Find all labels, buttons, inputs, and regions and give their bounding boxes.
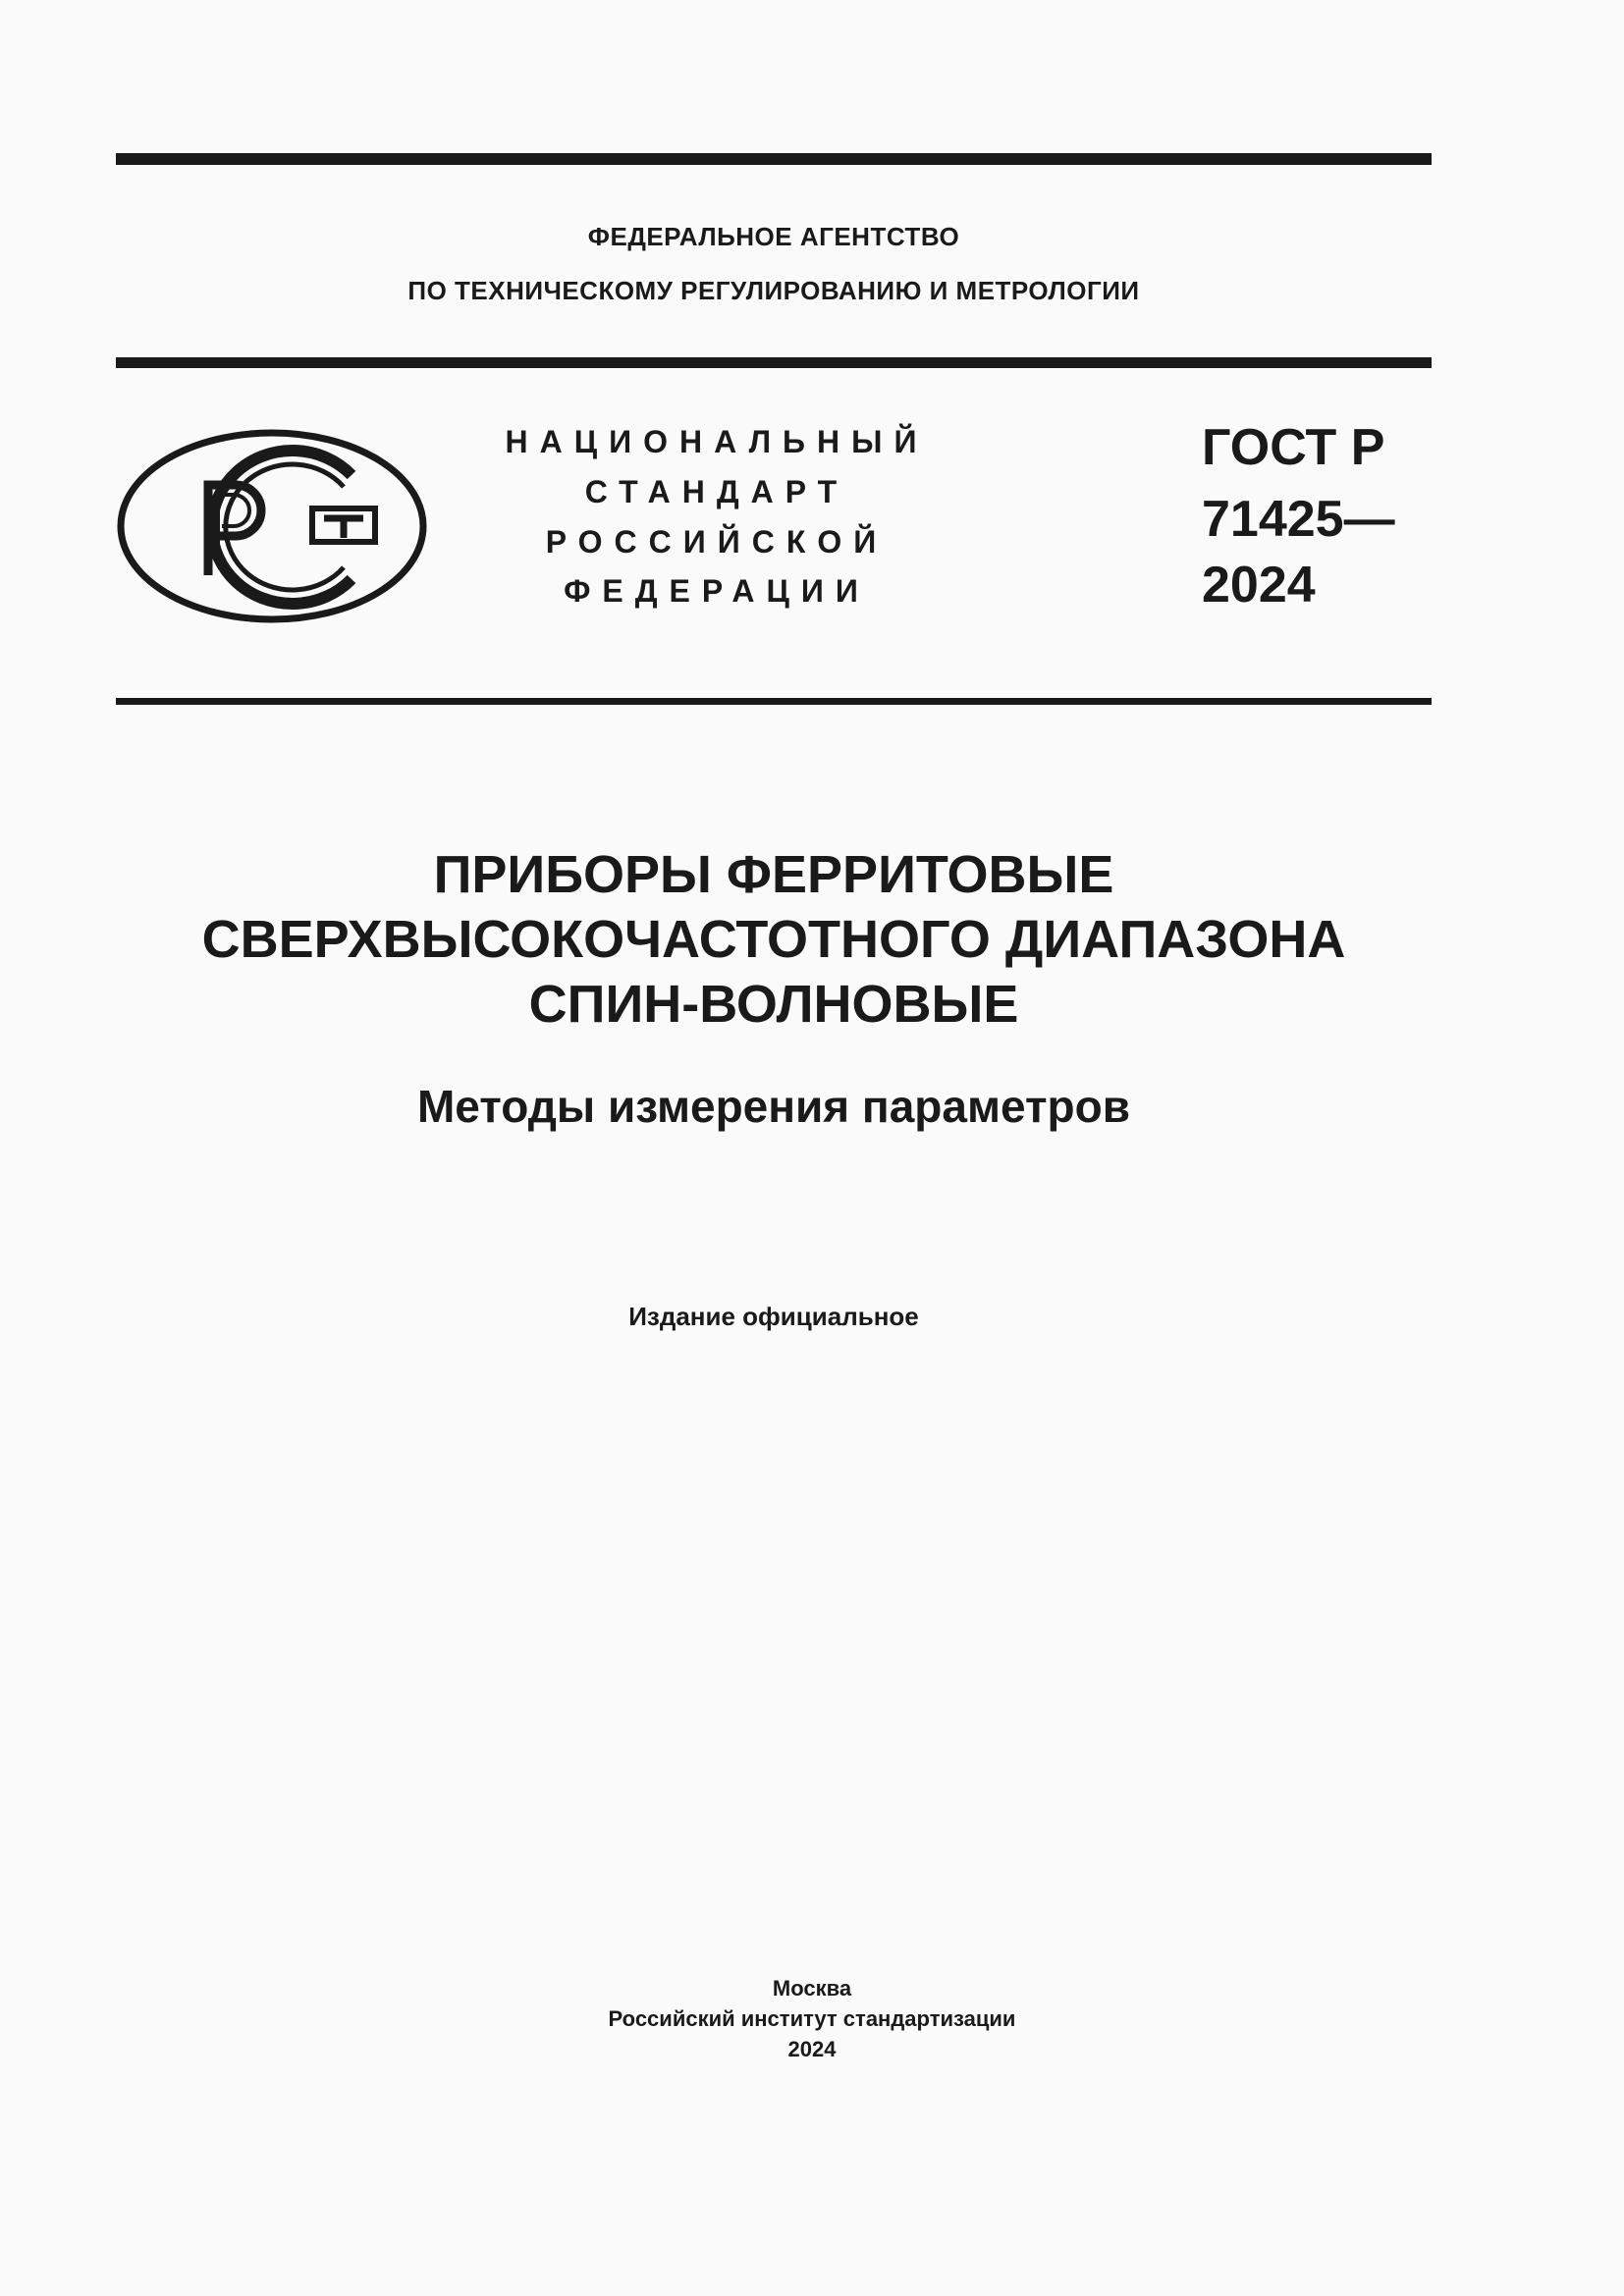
designation-line-1: ГОСТ Р xyxy=(1202,419,1385,476)
designation-line-3: 2024 xyxy=(1202,557,1316,614)
imprint-year: 2024 xyxy=(787,2037,837,2061)
edition-note: Издание официальное xyxy=(628,1302,919,1331)
national-standard-line-2: СТАНДАРТ xyxy=(584,474,849,509)
national-standard-line-1: НАЦИОНАЛЬНЫЙ xyxy=(505,424,929,459)
document-subtitle: Методы измерения параметров xyxy=(416,1081,1130,1132)
document-title-line-1: ПРИБОРЫ ФЕРРИТОВЫЕ xyxy=(433,845,1114,904)
designation-line-2: 71425— xyxy=(1202,491,1395,548)
national-standard-line-4: ФЕДЕРАЦИИ xyxy=(564,573,870,609)
top-divider xyxy=(116,153,1432,165)
document-title-line-2: СВЕРХВЫСОКОЧАСТОТНОГО ДИАПАЗОНА xyxy=(201,910,1346,969)
document-title-line-3: СПИН-ВОЛНОВЫЕ xyxy=(528,975,1019,1034)
imprint-city: Москва xyxy=(772,1976,852,2001)
middle-divider xyxy=(116,357,1432,368)
rst-logo-icon xyxy=(116,428,428,624)
agency-name-line-2: ПО ТЕХНИЧЕСКОМУ РЕГУЛИРОВАНИЮ И МЕТРОЛОГИИ xyxy=(407,276,1140,305)
national-standard-line-3: РОССИЙСКОЙ xyxy=(545,524,889,560)
bottom-divider xyxy=(116,698,1432,705)
agency-name-line-1: ФЕДЕРАЛЬНОЕ АГЕНТСТВО xyxy=(587,222,960,251)
imprint-publisher: Российский институт стандартизации xyxy=(608,2006,1016,2031)
